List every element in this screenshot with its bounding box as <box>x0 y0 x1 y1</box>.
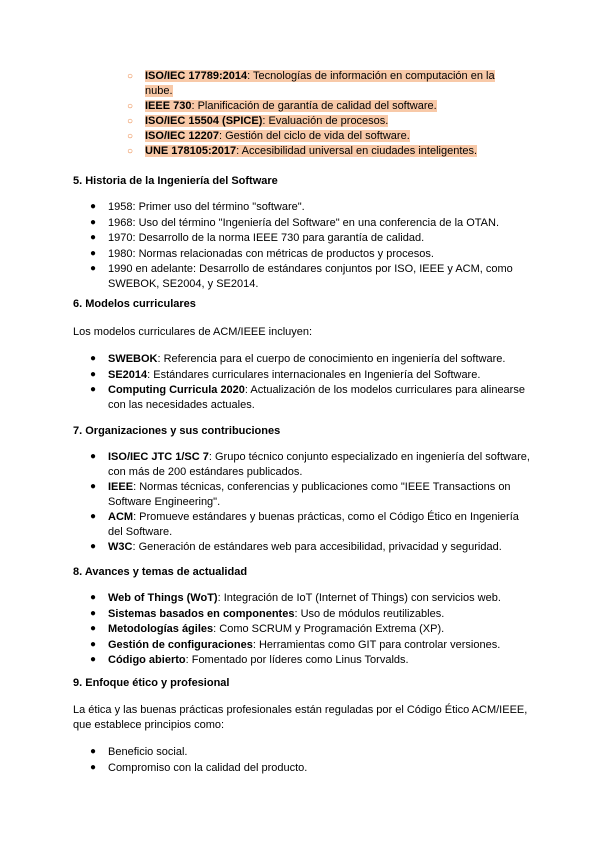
list-item: ● Metodologías ágiles: Como SCRUM y Programación Extrema (XP). <box>90 623 445 635</box>
list-item: ● Computing Curricula 2020: Actualización de los modelos curriculares para alinearse con las necesidades actuales. <box>90 384 525 411</box>
advances-list <box>90 591 530 669</box>
section-heading: 7. Organizaciones y sus contribuciones <box>73 425 281 437</box>
section-heading: 6. Modelos curriculares <box>73 298 196 310</box>
bullet-icon: ● <box>90 481 97 492</box>
list-item: ○ UNE 178105:2017: Accesibilidad universal en ciudades inteligentes. <box>127 145 478 157</box>
circle-bullet-icon: ○ <box>127 146 134 157</box>
list-item: ● Código abierto: Fomentado por líderes como Linus Torvalds. <box>90 654 409 666</box>
list-item: ● 1980: Normas relacionadas con métricas de productos y procesos. <box>90 247 434 260</box>
list-item: ● 1990 en adelante: Desarrollo de estándares conjuntos por ISO, IEEE y ACM, como SWEBOK, SE2004, y SE2014. <box>90 263 513 290</box>
list-item: ○ ISO/IEC 17789:2014: Tecnologías de información en computación en la nube. <box>127 70 495 97</box>
bullet-icon: ● <box>90 623 97 634</box>
list-item: ○ ISO/IEC 12207: Gestión del ciclo de vida del software. <box>127 130 410 142</box>
bullet-icon: ● <box>90 592 97 603</box>
bullet-icon: ● <box>90 654 97 665</box>
bullet-icon: ● <box>90 511 97 522</box>
bullet-icon: ● <box>90 263 97 274</box>
section-heading: 8. Avances y temas de actualidad <box>73 566 248 578</box>
list-item: ● W3C: Generación de estándares web para accesibilidad, privacidad y seguridad. <box>90 541 502 553</box>
circle-bullet-icon: ○ <box>127 131 134 142</box>
list-item: ● 1970: Desarrollo de la norma IEEE 730 para garantía de calidad. <box>90 232 425 244</box>
curricula-list <box>90 352 530 413</box>
list-item: ● 1958: Primer uso del término "software". <box>90 201 305 213</box>
paragraph: La ética y las buenas prácticas profesionales están reguladas por el Código Ético ACM/IEEE, que establece principios como: <box>73 704 528 731</box>
list-item: ● Gestión de configuraciones: Herramientas como GIT para controlar versiones. <box>90 638 501 651</box>
circle-bullet-icon: ○ <box>127 101 134 112</box>
list-item: ○ IEEE 730: Planificación de garantía de calidad del software. <box>127 100 437 112</box>
bullet-icon: ● <box>90 384 97 395</box>
list-item: ● ISO/IEC JTC 1/SC 7: Grupo técnico conjunto especializado en ingeniería del software, con más de 200 estándares publicados. <box>90 451 530 478</box>
circle-bullet-icon: ○ <box>127 71 134 82</box>
circle-bullet-icon: ○ <box>127 116 134 127</box>
list-item: ● Beneficio social. <box>90 746 188 758</box>
bullet-icon: ● <box>90 201 97 212</box>
history-list <box>90 200 530 292</box>
bullet-icon: ● <box>90 247 97 259</box>
standards-sublist <box>127 69 522 159</box>
list-item: ● 1968: Uso del término "Ingeniería del Software" en una conferencia de la OTAN. <box>90 216 499 229</box>
section-heading: 5. Historia de la Ingeniería del Software <box>73 175 278 187</box>
section-heading: 9. Enfoque ético y profesional <box>73 677 230 689</box>
bullet-icon: ● <box>90 607 97 619</box>
bullet-icon: ● <box>90 232 97 243</box>
organizations-list <box>90 450 530 556</box>
bullet-icon: ● <box>90 541 97 552</box>
bullet-icon: ● <box>90 451 97 462</box>
list-item: ● Web of Things (WoT): Integración de IoT (Internet of Things) con servicios web. <box>90 592 501 604</box>
list-item: ○ ISO/IEC 15504 (SPICE): Evaluación de procesos. <box>127 115 389 127</box>
list-item: ● SWEBOK: Referencia para el cuerpo de conocimiento en ingeniería del software. <box>90 353 506 365</box>
bullet-icon: ● <box>90 368 97 380</box>
list-item: ● Sistemas basados en componentes: Uso de módulos reutilizables. <box>90 607 445 620</box>
list-item: ● ACM: Promueve estándares y buenas prácticas, como el Código Ético en Ingeniería del Software. <box>90 511 519 538</box>
bullet-icon: ● <box>90 353 97 364</box>
paragraph: Los modelos curriculares de ACM/IEEE incluyen: <box>73 326 313 338</box>
bullet-icon: ● <box>90 216 97 228</box>
list-item: ● SE2014: Estándares curriculares internacionales en Ingeniería del Software. <box>90 368 481 381</box>
bullet-icon: ● <box>90 761 97 773</box>
ethics-list <box>90 745 530 776</box>
bullet-icon: ● <box>90 638 97 650</box>
bullet-icon: ● <box>90 746 97 757</box>
list-item: ● Compromiso con la calidad del producto. <box>90 761 308 774</box>
list-item: ● IEEE: Normas técnicas, conferencias y publicaciones como "IEEE Transactions on Software Engineering". <box>90 481 511 508</box>
